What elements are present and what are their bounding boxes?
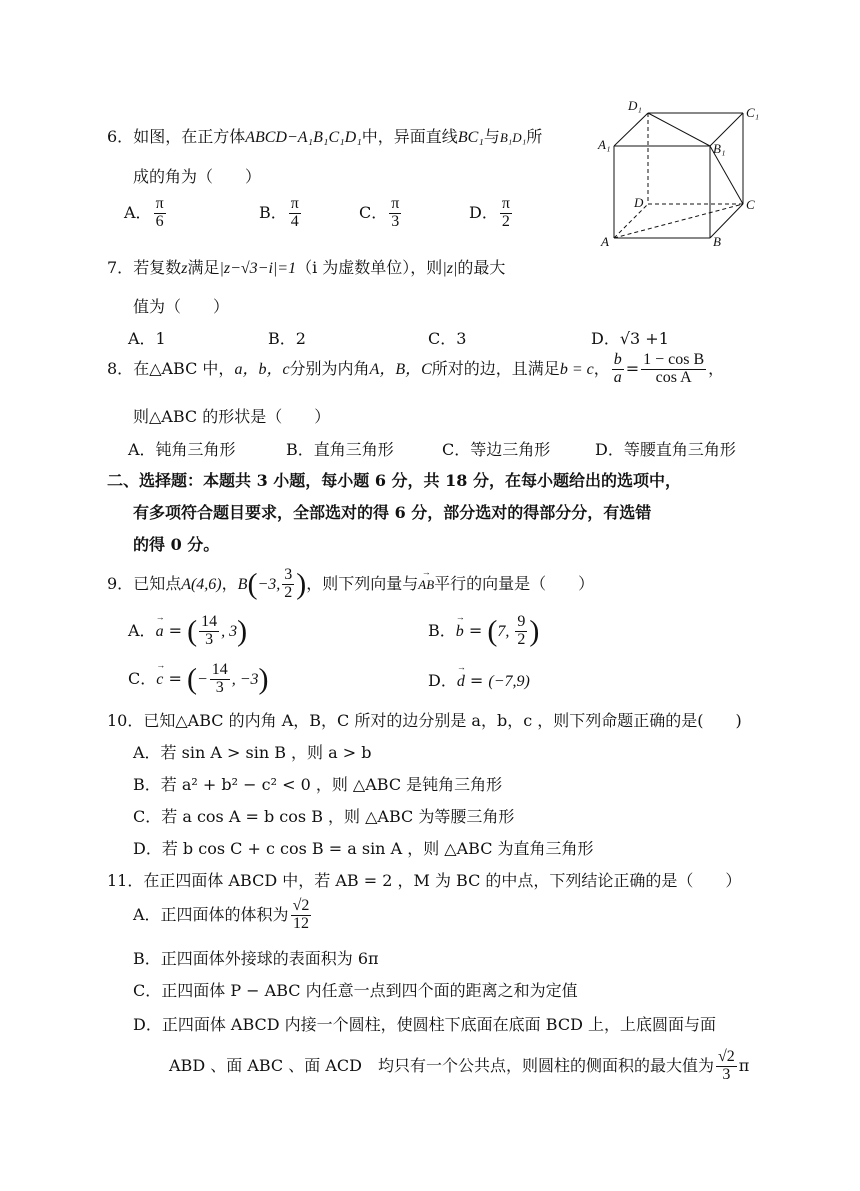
q9-option-a[interactable]: A．→ a = ( $\frac{14}{3}$ , 3) [128,614,247,649]
label-a: A [601,234,609,249]
section2-line2: 有多项符合题目要求，全部选对的得 6 分，部分选对的得部分分，有选错 [133,503,652,522]
fraction-cos: $\frac{\text{1 − cos B}}{\text{cos A}}$ [643,351,705,386]
section2-line3: 的得 0 分。 [133,535,220,554]
q10-stem: 10．已知△ABC 的内角 A，B，C 所对的边分别是 a，b，c ，则下列命题正确的是( ) [107,711,742,730]
q11-option-d-line1: D．正四面体 ABCD 内接一个圆柱，使圆柱下底面在底面 BCD 上，上底圆面与面 [133,1015,716,1034]
label-d: D [634,195,644,210]
label-a1: A₁ [598,137,611,152]
q9-option-c[interactable]: C．→ c = (− $\frac{14}{3}$ , −3) [128,662,269,697]
q8-option-c[interactable]: C．等边三角形 [442,440,551,459]
vector-ab: → AB [418,577,434,593]
q11-option-d[interactable] [133,1012,749,1084]
fraction: $\frac{3}{2}$ [284,566,293,601]
q7-option-b[interactable]: B．2 [268,329,306,348]
q11-option-d-line2: ABD 、面 ABC 、面 ACD 均只有一个公共点，则圆柱的侧面积的最大值为 $\frac{√2}{3}$ π [169,1048,750,1083]
q9-option-b[interactable]: B．→ b = (7, $\frac{9}{2}$ ) [428,614,539,649]
fraction: $\frac{\pi}{4}$ [290,195,299,230]
q7-line1: 7．若复数z满足|z−√3−i|=1（i 为虚数单位），则|z|的最大 [107,258,506,277]
q11-stem: 11．在正四面体 ABCD 中，若 AB = 2 ，M 为 BC 的中点，下列结论正确的是（ ） [107,871,742,890]
q6-option-a[interactable]: A． $\frac{\pi}{6}$ [124,195,164,230]
q10-option-c[interactable]: C．若 a cos A = b cos B ，则 △ABC 为等腰三角形 [133,807,515,826]
fraction: $\frac{√2}{12}$ [292,897,310,932]
q9-number: 9． [107,573,134,593]
q8-line2: 则△ABC 的形状是（ ） [133,407,331,426]
q7-condition: |z−√3−i|=1 [219,260,297,277]
fraction: $\frac{\pi}{3}$ [391,195,400,230]
q8-line1: 8．在△ABC 中，a，b，c分别为内角A，B，C所对的边，且满足b = c， $\frac{b}{a}$ = $\frac{\text{1 − cos B}}{\text{cos A}}$ ， [107,351,725,386]
q11-option-a[interactable]: A．正四面体的体积为 $\frac{√2}{12}$ [133,897,310,932]
q11-number: 11． [107,871,144,890]
q7-number: 7． [107,258,134,277]
q11-option-c[interactable]: C．正四面体 P − ABC 内任意一点到四个面的距离之和为定值 [133,981,578,1000]
edge-a1d1 [614,113,648,146]
q6-line1: 6．如图，在正方体ABCD−A₁B₁C₁D₁中，异面直线BC₁与B₁D₁所 [107,127,543,146]
q9-line1: 9．已知点A(4,6)，B(−3, $\frac{3}{2}$ )，则下列向量与→ AB平行的向量是（ ） [107,567,594,602]
label-c1: C₁ [746,105,760,120]
q6-number: 6． [107,127,134,146]
edge-bc [710,204,743,238]
q8-option-b[interactable]: B．直角三角形 [286,440,394,459]
q8-option-a[interactable]: A．钝角三角形 [128,440,236,459]
q6-cube-name: ABCD−A₁B₁C₁D₁ [245,129,362,146]
fraction: $\frac{9}{2}$ [517,613,526,648]
q7-option-d[interactable]: D．√3 +1 [591,329,669,348]
q8-option-d[interactable]: D．等腰直角三角形 [595,440,736,459]
q10-number: 10． [107,711,144,730]
q8-number: 8． [107,358,134,378]
fraction: $\frac{\pi}{6}$ [155,195,164,230]
q6-line2: 成的角为（ ） [133,167,262,186]
fraction: $\frac{14}{3}$ [211,661,228,696]
label-c: C [746,197,755,212]
q11-option-b[interactable]: B．正四面体外接球的表面积为 6π [133,949,379,968]
fraction-b-over-a: $\frac{b}{a}$ [613,351,622,386]
q7-line2: 值为（ ） [133,297,230,316]
cube-figure [596,96,771,256]
q6-option-c[interactable]: C． $\frac{\pi}{3}$ [359,195,400,230]
diag-d1b1 [648,113,710,146]
fraction: $\frac{14}{3}$ [201,613,218,648]
label-b: B [713,234,721,249]
section2-line1: 二、选择题：本题共 3 小题，每小题 6 分，共 18 分，在每小题给出的选项中， [107,471,681,490]
label-b1: B₁ [713,141,726,156]
q6-option-b[interactable]: B． $\frac{\pi}{4}$ [259,195,299,230]
label-d1: D₁ [628,98,642,113]
q6-option-d[interactable]: D． $\frac{\pi}{2}$ [469,195,510,230]
q10-option-a[interactable]: A．若 sin A > sin B ，则 a > b [133,743,372,762]
q10-option-b[interactable]: B．若 a² + b² − c² < 0 ，则 △ABC 是钝角三角形 [133,775,503,794]
q10-option-d[interactable]: D．若 b cos C + c cos B = a sin A ，则 △ABC 为直角三角形 [133,839,594,858]
q7-option-c[interactable]: C．3 [428,329,467,348]
fraction: $\frac{√2}{3}$ [717,1048,735,1083]
q7-option-a[interactable]: A．1 [128,329,166,348]
q9-option-d[interactable]: D．→ d = (−7,9) [428,668,530,691]
fraction: $\frac{\pi}{2}$ [501,195,510,230]
